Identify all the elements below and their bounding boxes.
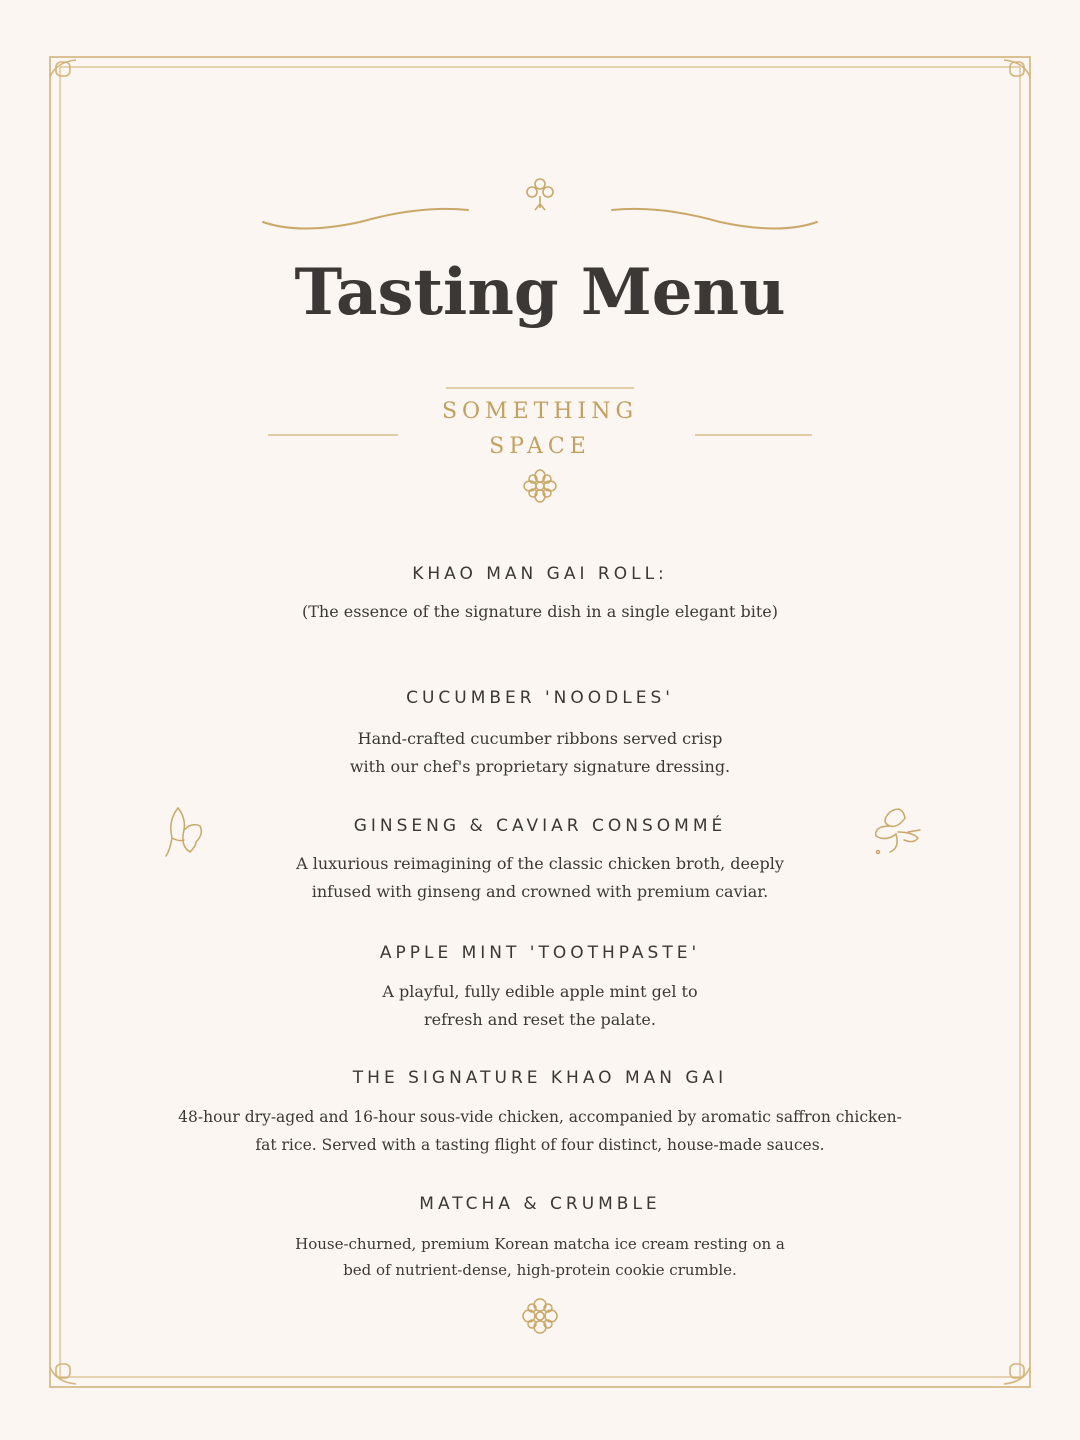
- dish-description: bed of nutrient-dense, high-protein cookie crumble.: [343, 1261, 737, 1279]
- dish-description: A luxurious reimagining of the classic chicken broth, deeply: [296, 854, 784, 873]
- dish-description: House-churned, premium Korean matcha ice cream resting on a: [295, 1235, 785, 1253]
- dish-description: (The essence of the signature dish in a single elegant bite): [301, 602, 779, 621]
- dish-name: THE SIGNATURE KHAO MAN GAI: [352, 1068, 728, 1088]
- flower-icon: [524, 470, 556, 502]
- dish-description: with our chef's proprietary signature dressing.: [349, 757, 731, 776]
- dish-description: infused with ginseng and crowned with premium caviar.: [311, 882, 769, 901]
- dish-name: APPLE MINT 'TOOTHPASTE': [379, 943, 701, 963]
- page-title: Tasting Menu: [294, 255, 786, 330]
- dish-name: GINSENG & CAVIAR CONSOMMÉ: [353, 816, 727, 836]
- clover-icon: [527, 179, 553, 210]
- dish-description: refresh and reset the palate.: [424, 1010, 656, 1029]
- dish-name: MATCHA & CRUMBLE: [419, 1194, 661, 1214]
- dish-description: fat rice. Served with a tasting flight of four distinct, house-made sauces.: [255, 1136, 825, 1154]
- dish-name: KHAO MAN GAI ROLL:: [412, 564, 668, 584]
- dish-description: 48-hour dry-aged and 16-hour sous-vide chicken, accompanied by aromatic saffron chicken-: [178, 1108, 902, 1126]
- blossom-icon: [523, 1299, 557, 1333]
- dish-description: A playful, fully edible apple mint gel to: [382, 982, 698, 1001]
- subtitle-line-1: SOMETHING: [441, 399, 639, 424]
- dish-description: Hand-crafted cucumber ribbons served crisp: [357, 729, 723, 748]
- subtitle-line-2: SPACE: [489, 434, 591, 459]
- dish-name: CUCUMBER 'NOODLES': [406, 688, 674, 708]
